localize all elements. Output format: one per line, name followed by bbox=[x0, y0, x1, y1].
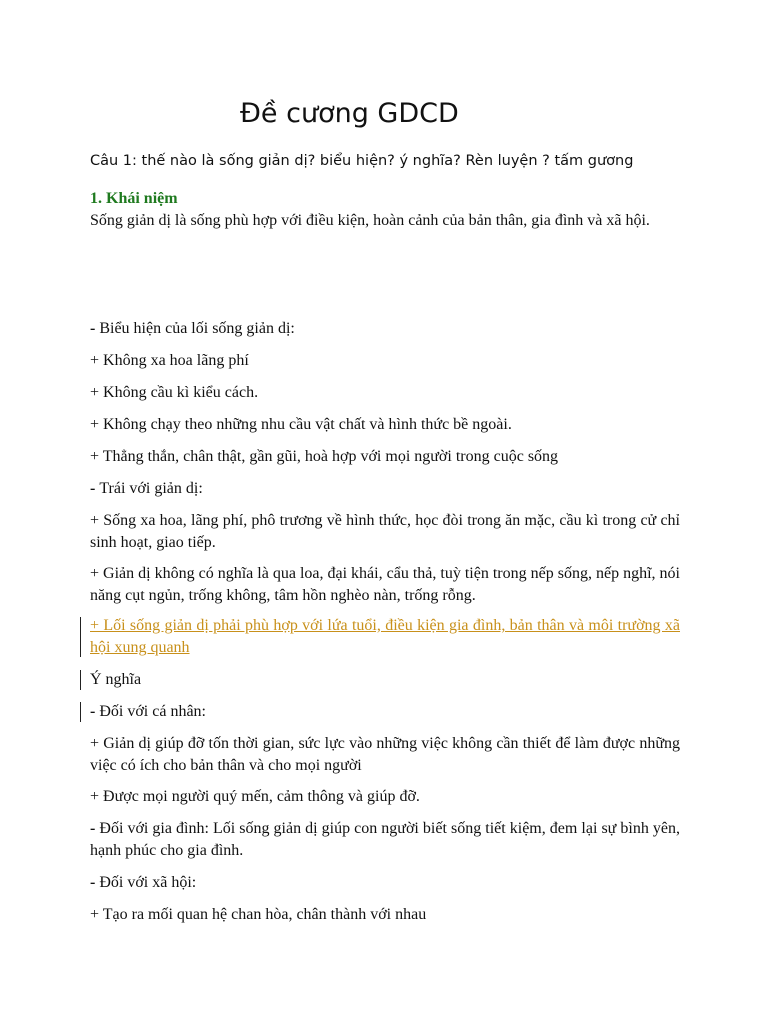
opposite-item: + Sống xa hoa, lãng phí, phô trương về hình thức, học đòi trong ăn mặc, cầu kì trong cử chỉ sinh hoạt, giao tiếp. bbox=[90, 512, 680, 551]
society-item: + Tạo ra mối quan hệ chan hòa, chân thành với nhau bbox=[90, 906, 427, 923]
document-title: Đề cương GDCD bbox=[240, 98, 459, 129]
expression-item: + Không cầu kì kiểu cách. bbox=[90, 384, 259, 401]
opposite-item: + Giản dị không có nghĩa là qua loa, đại khái, cẩu thả, tuỳ tiện trong nếp sống, nếp nghĩ, nói năng cụt ngủn, trống không, tâm hồn nghèo nàn, trống rỗng. bbox=[90, 565, 680, 604]
expression-heading-line bbox=[90, 318, 680, 340]
meaning-heading: Ý nghĩa bbox=[90, 671, 142, 688]
expression-item: + Không chạy theo những nhu cầu vật chất và hình thức bề ngoài. bbox=[90, 416, 512, 433]
individual-heading: Đối với cá nhân: bbox=[99, 703, 206, 720]
expression-prefix: - bbox=[90, 320, 100, 337]
concept-heading: 1. Khái niệm bbox=[90, 190, 178, 207]
individual-heading-line bbox=[90, 701, 680, 723]
individual-item: + Được mọi người quý mến, cảm thông và giúp đỡ. bbox=[90, 788, 420, 805]
family-text: Lối sống giản dị giúp con người biết sống tiết kiệm, đem lại sự bình yên, hạnh phúc cho gia đình. bbox=[90, 820, 681, 859]
expression-item: + Thẳng thắn, chân thật, gần gũi, hoà hợp với mọi người trong cuộc sống bbox=[90, 448, 559, 465]
individual-item: + Giản dị giúp đỡ tốn thời gian, sức lực vào những việc không cần thiết để làm được những việc có ích cho bản thân và cho mọi người bbox=[90, 735, 680, 774]
family-prefix: - bbox=[90, 820, 100, 837]
expression-heading: Biểu hiện của lối sống giản dị: bbox=[99, 320, 295, 337]
opposite-heading: Trái với giản dị: bbox=[99, 480, 203, 497]
tracked-change-text[interactable]: + Lối sống giản dị phải phù hợp với lứa tuổi, điều kiện gia đình, bản thân và môi trường xã hội xung quanh bbox=[90, 617, 680, 656]
family-heading: Đối với gia đình: bbox=[99, 820, 209, 837]
concept-text: Sống giản dị là sống phù hợp với điều kiện, hoàn cảnh của bản thân, gia đình và xã hội. bbox=[90, 212, 650, 229]
opposite-heading-line bbox=[90, 478, 680, 500]
revision-bar bbox=[80, 617, 81, 657]
opposite-prefix: - bbox=[90, 480, 100, 497]
revision-bar bbox=[80, 702, 81, 722]
question-line: Câu 1: thế nào là sống giản dị? biểu hiện? ý nghĩa? Rèn luyện ? tấm gương bbox=[90, 153, 634, 169]
society-heading-line bbox=[90, 872, 680, 894]
expression-item: + Không xa hoa lãng phí bbox=[90, 352, 249, 369]
individual-prefix: - bbox=[90, 703, 100, 720]
society-prefix: - bbox=[90, 874, 100, 891]
family-line bbox=[90, 818, 680, 862]
revision-bar bbox=[80, 670, 81, 690]
society-heading: Đối với xã hội: bbox=[99, 874, 197, 891]
